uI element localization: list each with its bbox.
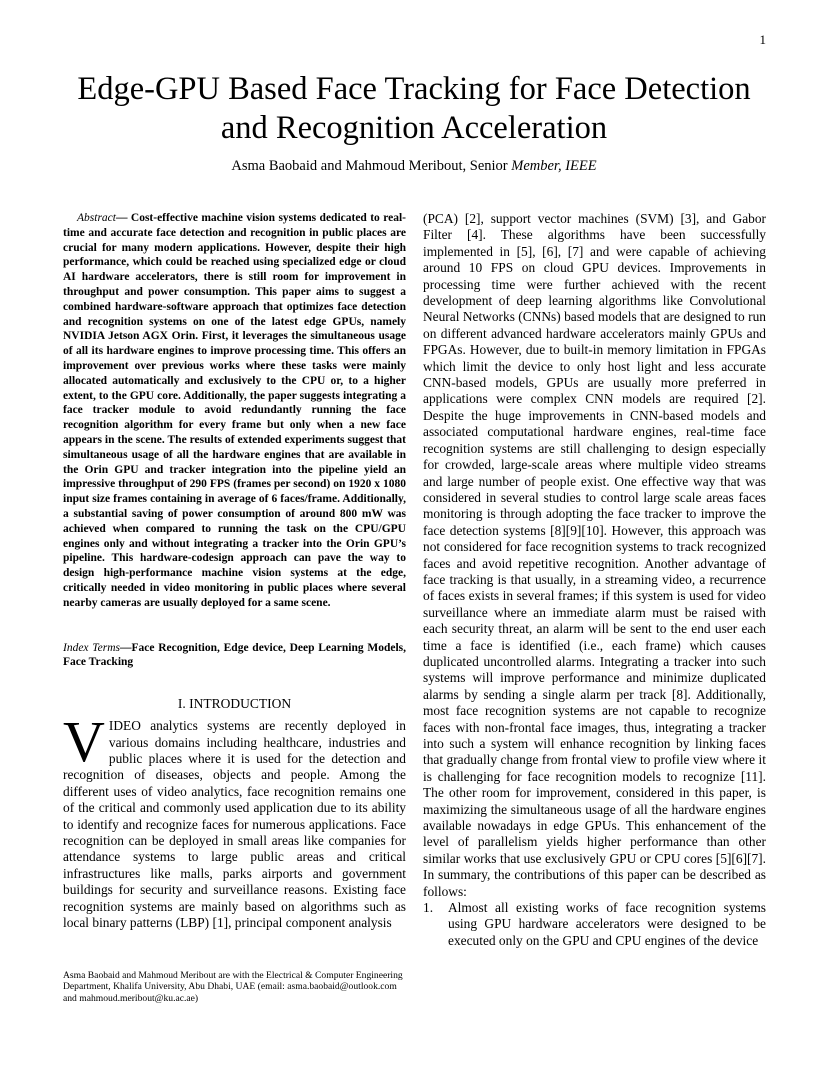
authors-membership: Member, IEEE xyxy=(511,158,597,174)
index-terms xyxy=(63,641,406,671)
contributions-list xyxy=(423,900,766,949)
left-column xyxy=(63,211,406,931)
abstract xyxy=(63,211,406,611)
list-item-number: 1. xyxy=(423,900,434,916)
right-column xyxy=(423,211,766,949)
paper-title xyxy=(40,70,788,148)
list-item-text: Almost all existing works of face recognition systems using GPU hardware accelerators were designed to be executed only on the GPU and CPU engines of the device xyxy=(448,900,766,948)
drop-cap: V xyxy=(63,709,105,775)
abstract-lead: Abstract xyxy=(77,212,116,224)
footnote: Asma Baobaid and Mahmoud Meribout are with the Electrical & Computer Engineering Department, Khalifa University, Abu Dhabi, UAE (email: asma.baobaid@outlook.com and mahmoud.meribout@ku.ac.ae) xyxy=(63,970,403,1004)
authors-names: Asma Baobaid and Mahmoud Meribout, Senior xyxy=(231,158,512,174)
list-item xyxy=(423,900,766,949)
page-number: 1 xyxy=(759,32,766,47)
title-line-2: and Recognition Acceleration xyxy=(220,110,608,146)
abstract-text: — Cost-effective machine vision systems dedicated to real-time and accurate face detection and recognition in public places are crucial for many modern applications. However, despite their high performance, which could be reached using specialized edge or cloud AI hardware accelerators, there is still room for improvement in throughput and power consumption. This paper aims to suggest a combined hardware-software approach that optimizes face detection and recognition systems on one of the latest edge GPUs, namely NVIDIA Jetson AGX Orin. First, it leverages the simultaneous usage of all its hardware engines to improve processing time. This offers an improvement over previous works where these tasks were mainly allocated automatically and exclusively to the CPU or, to a higher extent, to the GPU core. Additionally, the paper suggests integrating a face tracker module to avoid redundantly running the face recognition algorithm for every frame but only when a new face appears in the scene. The results of extended experiments suggest that simultaneous usage of all the hardware engines that are available in the Orin GPU and tracker integration into the pipeline yield an impressive throughput of 290 FPS (frames per second) on 1920 x 1080 input size frames containing in average of 6 faces/frame. Additionally, a substantial saving of power consumption of around 800 mW was achieved when compared to running the task on the CPU/GPU engines only and without integrating a tracker into the Orin GPU’s pipeline. This hardware-codesign approach can pave the way to design high-performance machine vision systems at the edge, critically needed in video monitoring in public places where several nearby cameras are usually deployed for a same scene. xyxy=(63,212,406,609)
intro-paragraph xyxy=(63,709,406,931)
section-heading-introduction: I. INTRODUCTION xyxy=(177,696,292,712)
index-terms-lead: Index Terms xyxy=(63,641,120,654)
title-line-1: Edge-GPU Based Face Tracking for Face Detection xyxy=(77,71,751,107)
index-terms-text: —Face Recognition, Edge device, Deep Learning Models, Face Tracking xyxy=(63,641,406,669)
authors xyxy=(40,158,788,175)
right-paragraph: (PCA) [2], support vector machines (SVM) [3], and Gabor Filter [4]. These algorithms have been successfully implemented in [5], [6], [7] and were capable of achieving around 10 FPS on cloud GPU devices. Improvements in processing time were further achieved with the recent development of deep learning algorithms like Convolutional Neural Networks (CNNs) based models that are designed to run on different advanced hardware accelerators mainly GPUs and FPGAs. However, due to built-in memory limitation in FPGAs which limit the device to only host light and less accurate CNN-based models, GPUs are usually more preferred in applications were complex CNN models are required [2]. Despite the huge improvements in CNN-based models and associated computational hardware engines, real-time face recognition systems are still challenging to design especially for crowded, large-scale areas where multiple video streams and large number of people exist. One effective way that was considered in several studies to control large scale areas faces monitoring is through adopting the face tracker to improve the face detection systems [8][9][10]. However, this approach was not considered for face recognition systems to track recognized faces and avoid repetitive recognition. Another advantage of face tracking is that usually, in a streaming video, a recurrence of faces exists in several frames; if this system is used for video surveillance where an immediate alarm must be raised with each security threat, an alarm will be sent to the end user each time a face is identified (i.e., each frame) which causes duplicated uncontrolled alarms. Integrating a tracker into such systems will improve performance and minimize duplicated alarms by sending a single alarm per track [8]. Additionally, most face recognition systems are not capable to recognize faces with non-frontal face images, thus, integrating a tracker into such a system will enhance recognition by linking faces that gradually change from frontal view to profile view where it is challenging for face recognition models to recognize [11]. The other room for improvement, considered in this paper, is maximizing the simultaneous usage of all the hardware engines available nowadays in edge GPUs. This enhancement of the level of parallelism yields higher performance than other similar works that use exclusively GPU or CPU cores [5][6][7]. In summary, the contributions of this paper can be described as follows: xyxy=(423,211,766,899)
intro-text: IDEO analytics systems are recently deployed in various domains including healthcare, industries and public places where it is used for the detection and recognition of diseases, objects and people. Among the different uses of video analytics, face recognition remains one of the critical and commonly used application due to its ability to identify and recognize faces for numerous applications. Face recognition can be deployed in small areas like companies for attendance systems to large public areas and critical infrastructures like malls, parks airports and government buildings for security and surveillance reasons. Existing face recognition systems are mainly based on algorithms such as local binary patterns (LBP) [1], principal component analysis xyxy=(63,718,406,930)
